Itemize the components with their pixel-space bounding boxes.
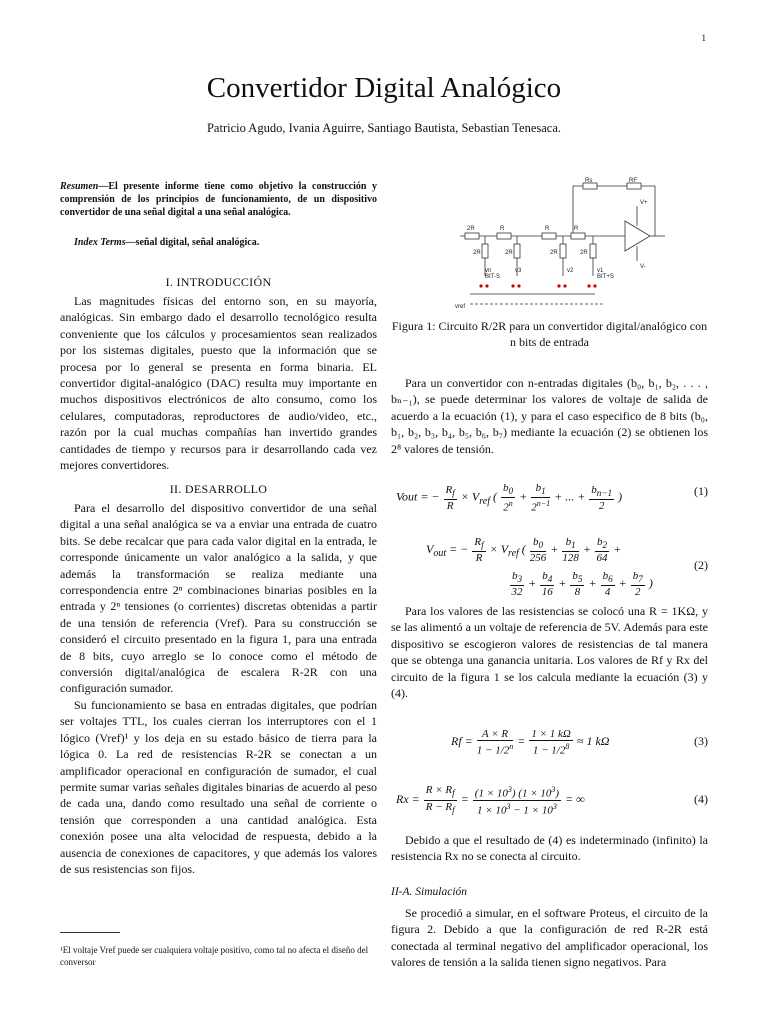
label-v2: v2 (567, 268, 574, 274)
right-text-4: Se procedió a simular, en el software Proteus, el circuito de la figura 2. Debido a que la configuración de red R-2R está conectada al terminal negativo del amplificador operacional, los valores de tensión a la salida tienen signo negativos. Para (391, 906, 708, 970)
index-terms-text: —señal digital, señal analógica. (125, 237, 260, 248)
label-vminus: V- (640, 264, 646, 270)
equation-2: $V_{out}$ = − $\frac{R_f}{R}$ × $V_{ref}$ ( $\frac{b_0}{256}$ + $\frac{b_1}{128}$ + $\frac{b_2}{64}$ + $\frac{b_3}{32}$ + $\frac{b_4}{16}$ + $\frac{b_5}{8}$ + $\frac{b_6}{4}$ + $\frac{b_7}{2}$ ) (2) (426, 536, 708, 599)
figure-caption: Figura 1: Circuito R/2R para un convertidor digital/analógico con n bits de entrada (391, 319, 708, 349)
label-r-b: R (545, 226, 550, 232)
intro-paragraph: Las magnitudes físicas del entorno son, en su mayoría, analógicas. Sin embargo dado el desarrollo tecnológico resulta conveniente que los cálculos y procesamientos sean realizados por los sistemas digitales, puesto que la información que se procesa por lo general se presenta en forma binaria. EL convertidor digital-analógico (DAC) resulta muy importante en muchos dispositivos electrónicos de alto consumo, como los celulares, computadoras, reproductores de audio/video, etc., razón por la cual muchas compañías han invertido grandes cantidades de tiempo y recursos para ir desarrollando cada vez mejores convertidores. (60, 294, 377, 473)
label-2r-d: 2R (550, 250, 558, 256)
right-text-1: Para un convertidor con n-entradas digitales (b₀, b₁, b₂, . . . , bₙ₋₁), se puede determinar los valores de voltaje de salida de acuerdo a la ecuación (1), y para el caso especifico de 8 bits (b₀, b₁, b₂, b₃, b₄, b₅, b₆, b₇) mediante la ecuación (2) se obtienen los 2⁸ valores de tensión. (391, 376, 708, 456)
eq1-lhs: Vout = − (396, 489, 440, 504)
eq3-lhs: Rf = (451, 734, 473, 749)
label-2r-c: 2R (505, 250, 513, 256)
equation-1: Vout = − $\frac{R_f}{R}$ × $V_{ref}$ ( $\frac{b_0}{2^n}$ + $\frac{b_1}{2^{n-1}}$ + ... + $\frac{b_{n-1}}{2}$ ) (1) (396, 482, 708, 514)
label-vplus: V+ (640, 200, 648, 206)
equation-4: Rx = $\frac{R \times R_f}{R - R_f}$ = $\frac{(1 \times 10^3) (1 \times 10^3)}{1 \times 10^3 - 1 \times 10^3}$ = ∞ (4) (396, 784, 708, 817)
paper-title: Convertidor Digital Analógico (206, 72, 562, 104)
section-heading-intro: I. INTRODUCCIÓN (165, 275, 272, 289)
index-terms-label: Index Terms (74, 237, 126, 248)
label-bitn: BIT-S (485, 274, 501, 280)
authors: Patricio Agudo, Ivania Aguirre, Santiago Bautista, Sebastian Tenesaca. (206, 121, 562, 135)
abstract-text: —El presente informe tiene como objetivo la construcción y comprensión de los principios de funcionamiento, de un dispositivo convertidor de una señal digital a una señal analógica. (60, 181, 377, 219)
label-bit1: BIT+S (597, 274, 614, 280)
subsection-heading: II-A. Simulación (391, 886, 468, 898)
label-r-c: R (574, 226, 579, 232)
right-paragraph-4 (391, 905, 708, 971)
desarrollo-text (60, 500, 377, 877)
footnote: ¹El voltaje Vref puede ser cualquiera voltaje positivo, como tal no afecta el diseño del conversor (60, 945, 369, 967)
eq4-lhs: Rx = (396, 791, 420, 806)
section-heading-desarrollo: II. DESARROLLO (169, 482, 268, 496)
eq2-number: (2) (694, 558, 708, 572)
intro-text (60, 293, 377, 473)
index-terms (60, 237, 377, 248)
abstract-label: Resumen (60, 181, 99, 192)
footnote-rule (60, 932, 120, 933)
label-r-a: R (500, 226, 505, 232)
circuit-figure (455, 176, 670, 316)
label-v3: v3 (515, 268, 522, 274)
right-text-2: Para los valores de las resistencias se colocó una R = 1KΩ, y se las alimentó a un voltaje de referencia de 5V. Además para este dispositivo se escogieron valores de resistencias de tal manera que se obtenga una ganancia unitaria. Los valores de Rf y Rx del circuito de la figura 1 se los calcula mediante la ecuación (3) y (4). (391, 604, 708, 701)
equation-3: Rf = $\frac{A \times R}{1 - 1/2^n}$ = $\frac{1 \times 1 k\Omega}{1 - 1/2^8}$ ≈ 1 kΩ (3) (451, 728, 708, 757)
eq4-number: (4) (694, 792, 708, 806)
eq3-rhs: ≈ 1 kΩ (576, 734, 610, 749)
right-text-3: Debido a que el resultado de (4) es indeterminado (infinito) la resistencia Rx no se conecta al circuito. (391, 833, 708, 864)
label-2r-e: 2R (580, 250, 588, 256)
page-number: 1 (701, 33, 706, 43)
abstract (60, 180, 377, 220)
right-paragraph-2 (391, 603, 708, 701)
eq3-number: (3) (694, 734, 708, 748)
label-v1: v1 (597, 268, 604, 274)
label-vref: vref (455, 304, 466, 310)
label-rs: Rs (585, 178, 593, 184)
desarrollo-paragraph-1: Para el desarrollo del dispositivo convertidor de una señal digital a una señal analógica se va a enviar una entrada de cuatro bits. Se debe recalcar que para cada valor digital en la entrada, le corresponde únicamente un valor analógico a la salida, y que además la transformación se realiza mediante una correspondencia entre 2ⁿ combinaciones binarias posibles en la entrada y 2ⁿ tensiones (o corrientes) discretas obtenidas a partir de una tensión de referencia (Vref). Para su construcción se consideró el circuito presentado en la figura 1, para una entrada de 8 bits, cuyo arreglo se lo conoce como el método de conversión digital/analógica de escalera R-2R con una configuración sumador. (60, 501, 377, 696)
right-paragraph-1 (391, 375, 708, 457)
label-2r-b: 2R (473, 250, 481, 256)
right-paragraph-3 (391, 832, 708, 865)
label-vn: vn (485, 268, 492, 274)
desarrollo-paragraph-2: Su funcionamiento se basa en entradas digitales, que podrían ser voltajes TTL, los cuales cierran los interruptores con el 1 lógico (Vref)¹ y los deja en su estado básico de tierra para la lógica 0. La red de resistencias R-2R se conectan a un amplificador operacional en configuración de sumador, el cual permite sumar varias señales digitales binarias de acuerdo al peso de cada una, dando como resultado una señal de corriente o tensión que corresponden a una cantidad analógica. Esta conexión posee una alta velocidad de respuesta, debido a la ausencia de conexiones de capacitores, y que además los valores de sus resistencias son fijos. (60, 697, 377, 876)
eq4-rhs: = ∞ (565, 791, 585, 806)
label-rf: RF (629, 178, 637, 184)
eq1-number: (1) (694, 484, 708, 498)
label-2r-a: 2R (467, 226, 475, 232)
